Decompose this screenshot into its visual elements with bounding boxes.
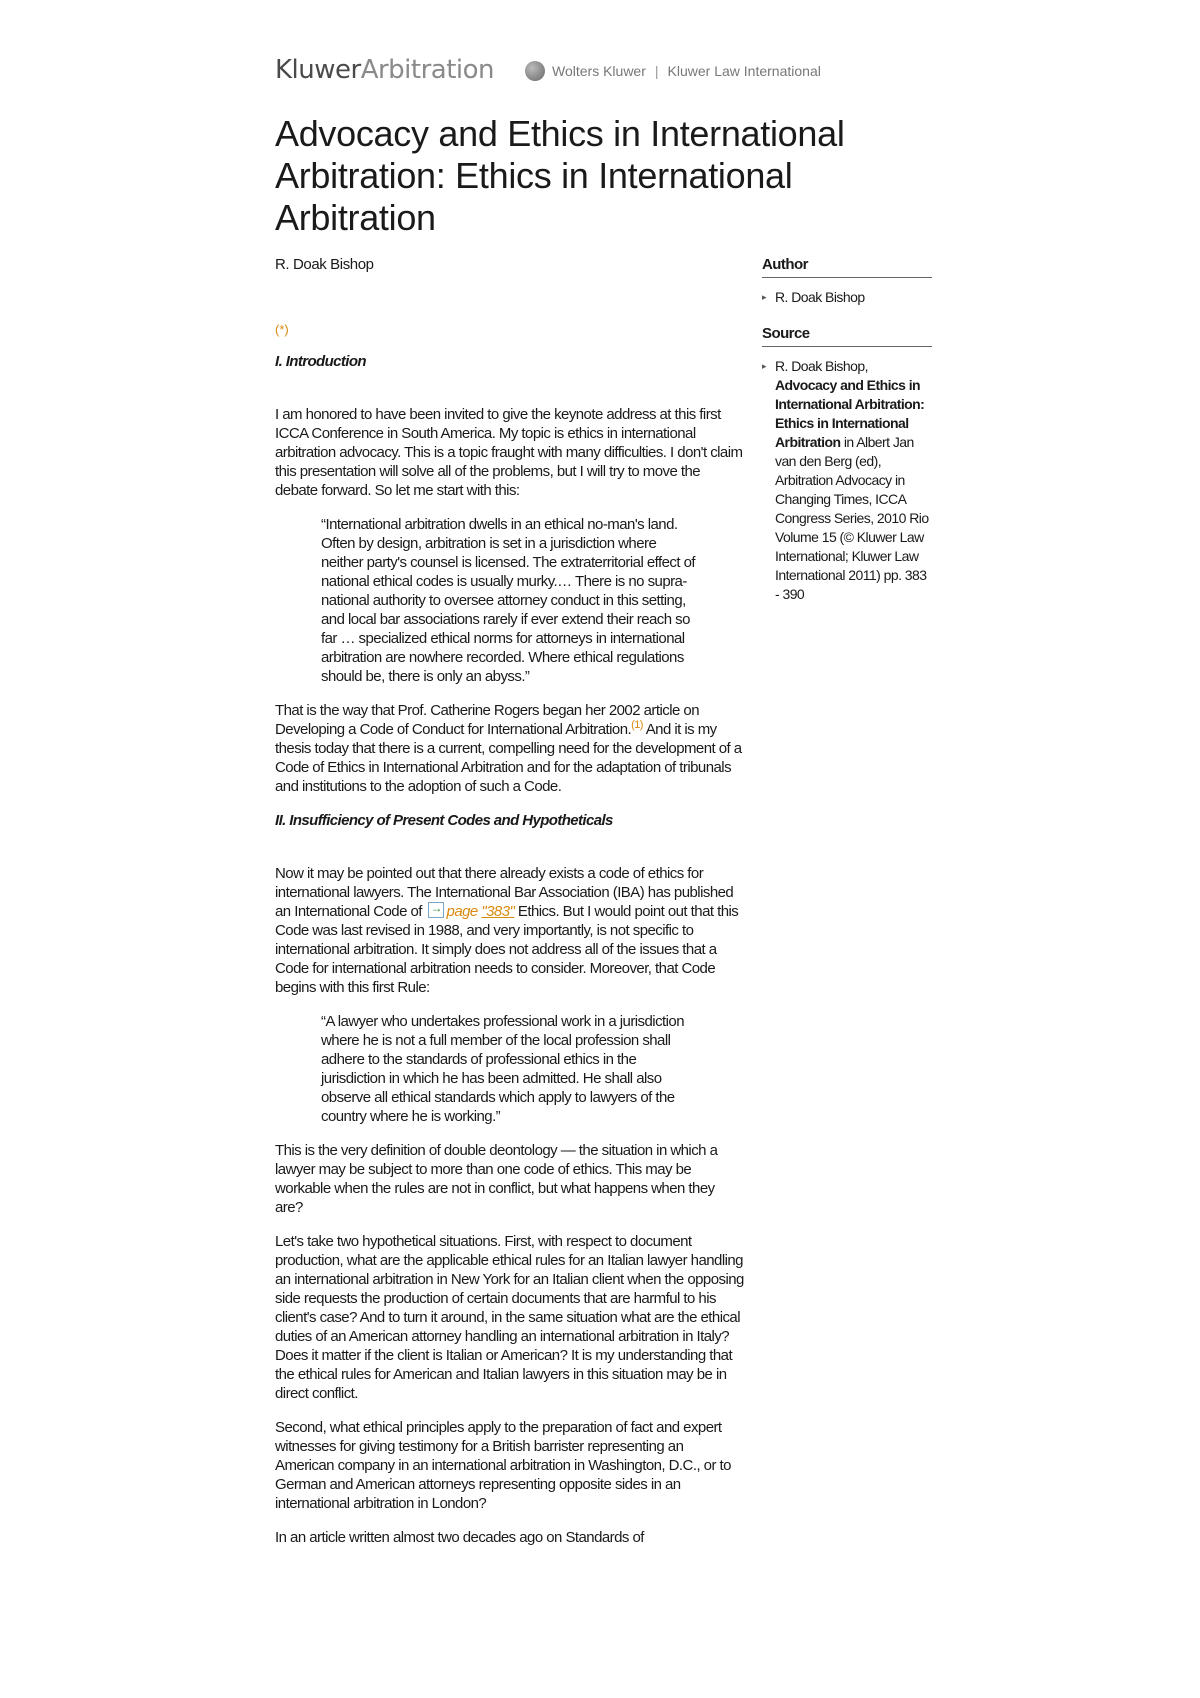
- wolters-kluwer-globe-icon: [525, 61, 545, 81]
- publisher-divider: |: [654, 63, 659, 79]
- site-header: [275, 52, 821, 88]
- paragraph: [275, 864, 745, 997]
- article-body: [275, 352, 745, 1562]
- author-byline: R. Doak Bishop: [275, 256, 374, 273]
- sidebar-author-heading: Author: [762, 256, 932, 278]
- page-number-link[interactable]: [447, 903, 515, 920]
- paragraph-text: Now it may be pointed out that there already exists a code of ethics for international lawyers. The International Bar Association (IBA) has published an International Code of: [275, 865, 734, 920]
- kluwer-arbitration-logo[interactable]: [275, 55, 494, 85]
- sidebar: [762, 256, 932, 622]
- paragraph-text: Ethics. But I would point out that this Code was last revised in 1988, and very importantly, is not specific to international arbitration. It simply does not address all of the issues that a Code for international arbitration needs to consider. Moreover, that Code begins with this first Rule:: [275, 903, 739, 996]
- publisher-kluwer-law: Kluwer Law International: [667, 63, 821, 79]
- document-title: Advocacy and Ethics in International Arbitration: Ethics in International Arbitration: [275, 113, 845, 238]
- section-heading-introduction: I. Introduction: [275, 353, 366, 370]
- footnote-ref-link[interactable]: (1): [631, 719, 643, 731]
- section-heading-insufficiency: II. Insufficiency of Present Codes and Hypotheticals: [275, 812, 613, 829]
- source-title: Advocacy and Ethics in International Arbitration: Ethics in International Arbitration: [775, 377, 925, 450]
- paragraph-text: And it is my thesis today that there is a current, compelling need for the development of a Code of Ethics in International Arbitration and for the adaptation of tribunals and institutions to the adoption of such a Code.: [275, 721, 742, 795]
- paragraph: This is the very definition of double deontology — the situation in which a lawyer may be subject to more than one code of ethics. This may be workable when the rules are not in conflict, but what happens when they are?: [275, 1142, 718, 1216]
- paragraph: Let's take two hypothetical situations. First, with respect to document production, what are the applicable ethical rules for an Italian lawyer handling an international arbitration in New York for an Italian client when the opposing side requests the production of certain documents that are harmful to his client's case? And to turn it around, in the same situation what are the ethical duties of an American attorney handling an international arbitration in Italy? Does it matter if the client is Italian or American? It is my understanding that the ethical rules for American and Italian lawyers in this situation may be in direct conflict.: [275, 1233, 744, 1402]
- publisher-logo: [525, 61, 821, 81]
- source-citation: in Albert Jan van den Berg (ed), Arbitration Advocacy in Changing Times, ICCA Congress Series, 2010 Rio Volume 15 (© Kluwer Law International; Kluwer Law International 2011) pp. 383 - 390: [775, 434, 929, 602]
- paragraph-text: That is the way that Prof. Catherine Rogers began her 2002 article on Developing a Code of Conduct for International Arbitration.: [275, 702, 699, 738]
- triangle-bullet-icon: ▸: [762, 292, 766, 302]
- sidebar-source-heading: Source: [762, 325, 932, 347]
- block-quote: “International arbitration dwells in an ethical no-man's land. Often by design, arbitration is set in a jurisdiction where neither party's counsel is licensed. The extraterritorial effect of national ethical codes is usually murky.… There is no supra-national authority to oversee attorney conduct in this setting, and local bar associations rarely if ever extend their reach so far … specialized ethical norms for attorneys in international arbitration are nowhere recorded. Where ethical regulations should be, there is only an abyss.”: [321, 516, 695, 685]
- logo-part-kluwer: Kluwer: [275, 55, 361, 85]
- sidebar-author-item[interactable]: [762, 288, 932, 307]
- sidebar-author-name: R. Doak Bishop: [775, 289, 865, 305]
- logo-part-arbitration: Arbitration: [360, 55, 495, 85]
- publisher-wolters-kluwer: Wolters Kluwer: [552, 63, 646, 79]
- paragraph: Second, what ethical principles apply to the preparation of fact and expert witnesses for giving testimony for a British barrister representing an American company in an international arbitration in Washington, D.C., or to German and American attorneys representing opposite sides in an international arbitration in London?: [275, 1419, 731, 1512]
- triangle-bullet-icon: ▸: [762, 361, 766, 371]
- paragraph: [275, 701, 745, 796]
- page-number: "383": [481, 903, 515, 920]
- source-author: R. Doak Bishop,: [775, 358, 868, 374]
- page-marker-icon: [428, 902, 444, 918]
- page-prefix: page: [446, 903, 482, 920]
- paragraph: I am honored to have been invited to give the keynote address at this first ICCA Conference in South America. My topic is ethics in international arbitration advocacy. This is a topic fraught with many difficulties. I don't claim this presentation will solve all of the problems, but I will try to move the debate forward. So let me start with this:: [275, 406, 743, 499]
- block-quote: “A lawyer who undertakes professional work in a jurisdiction where he is not a full member of the local profession shall adhere to the standards of professional ethics in the jurisdiction in which he has been admitted. He shall also observe all ethical standards which apply to lawyers of the country where he is working.”: [321, 1013, 685, 1125]
- paragraph: In an article written almost two decades ago on Standards of: [275, 1529, 644, 1546]
- footnote-star-link[interactable]: (*): [275, 322, 289, 337]
- sidebar-source-item[interactable]: [762, 357, 932, 604]
